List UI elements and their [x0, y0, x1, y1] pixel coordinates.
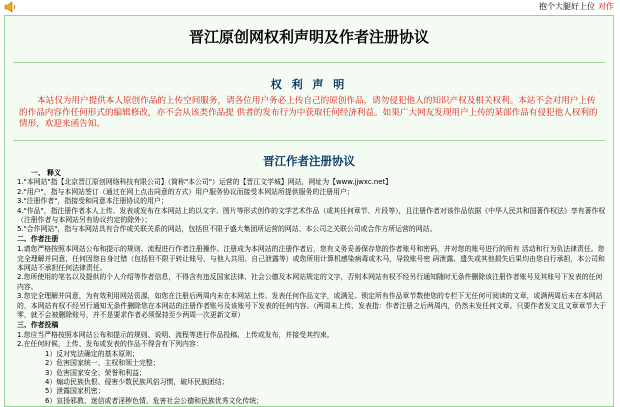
agreement-clause: 1.您应当严格按照本网站公布和提示的规则、说明、流程等进行作品投稿、上传或发布，并接受其约束。: [17, 330, 334, 339]
agreement-title: 晋江作者注册协议: [263, 154, 355, 168]
agreement-clause: 2.在任何时候，上传、发布或发表的作品不得含有下列内容：: [17, 340, 203, 349]
agreement-clause: 5）泄露国家机密；: [45, 387, 105, 396]
rights-title: 权 利 声 明: [270, 78, 348, 91]
top-notice: 抱个大腿好上位: [539, 2, 595, 11]
agreement-body: [17, 169, 609, 406]
agreement-clause: 1."本网站"指【北京晋江原创网络科技有限公司】（简称"本公司"）运营的【晋江文学城】网站，网址为【www.jjwxc.net】: [17, 178, 393, 187]
login-link[interactable]: 对作: [598, 2, 614, 11]
divider: [13, 140, 605, 141]
agreement-clause: 6）宣扬邪教、迷信或者淫秽色情、危害社会公德和民族优秀文化传统；: [45, 396, 263, 405]
page-title: 晋江原创网权利声明及作者注册协议: [188, 28, 429, 46]
agreement-heading: 二、作者注册: [17, 234, 59, 243]
agreement-clause: 2.您所使用的笔名以及提供的个人介绍等作者信息，不得含有违反国家法律、社会公德及本网站规定的文字，否则本网站有权不经另行通知随时无条件删除该注册作者账号及其账号下发表的任何内容。: [17, 273, 603, 291]
top-links: [539, 1, 614, 12]
agreement-clause: 4."作品"，指注册作者本人上传、发表或发布在本网站上的以文字、图片等形式创作的文学艺术作品（或其任何章节、片段等），且注册作者对该作品依据《中华人民共和国著作权法》享有著作权（注册作者与本网站另有协议约定的除外）；: [17, 206, 606, 225]
speaker-icon[interactable]: [4, 1, 18, 13]
agreement-clause: 2）危害国家统一、主权和领土完整；: [45, 359, 160, 368]
rights-statement: 本站仅为用户提供本人原创作品的上传空间服务，请各位用户务必上传自己的原创作品，请勿侵犯他人的知识产权及相关权利。本站不会对用户上传的作品内容作任何形式的编辑修改，亦不会从该类作品提 供者的发布行为中获取任何经济利益。如果广大网友发现用户上传的某部作品有侵犯他人权利的情形，欢迎来函告知。: [19, 96, 598, 129]
agreement-clause: 5."合作网站"，指与本网站具有合作或关联关系的网站，包括但不限于盛大集团所运营的网站、本公司之关联公司或合作方所运营的网站。: [17, 225, 437, 234]
agreement-heading: 一、 释义: [31, 169, 61, 177]
agreement-clause: 4）煽动民族仇恨、侵害少数民族风俗习惯，破坏民族团结；: [45, 377, 229, 386]
agreement-clause: 3）危害国家安全、荣誉和利益；: [45, 368, 146, 377]
agreement-clause: 3."注册作者"，指接受和同意本注册协议的用户；: [17, 197, 168, 206]
agreement-clause: 1）反对宪法确定的基本原则；: [45, 349, 139, 358]
agreement-heading: 三、作者投稿: [17, 320, 59, 329]
top-bar: [0, 0, 620, 14]
agreement-clause: 3.您完全理解并同意，为有效利用网站资源，如您在注册后两周内未在本网站上传、发表任何作品文字，或满足、锁定所有作品章节数使您的专栏下无任何可阅读的文章，或满两周后未在本网站的，本网站有权不经另行通知无条件删除您在本网站的注册作者账号及该账号下发表的任何内容。（两周未上传、发表指：作者注册之后两周内，仍然未发任何文章。只要作者发文且文章章节大于零，就不会被删除账号，并不是要求作者必须保持至少两周一次更新文章）: [17, 292, 607, 320]
agreement-clause: 1.请您严格按照本网站公布和提示的规则、流程进行作者注册操作。注册成为本网站的注册作者后，您有义务妥善保存您的作者账号和密码，并对您的账号进行的所有 活动和行为负法律责任。您完全理解并同意，任何因您自身过错（包括但不限于转让账号、与他人共用、自己泄露等）或您所用计算机感染病毒或木马，导致账号密 码泄露、遗失或其他损失后果均由您自行承担，本公司和本网站不承担任何法律责任。: [17, 245, 605, 273]
agreement-panel: [4, 15, 614, 407]
agreement-clause: 2."用户"，指与本网站签订（通过在网上点击同意的方式）用户服务协议而接受本网站所提供服务的注册用户；: [17, 187, 354, 196]
divider: [13, 62, 605, 63]
